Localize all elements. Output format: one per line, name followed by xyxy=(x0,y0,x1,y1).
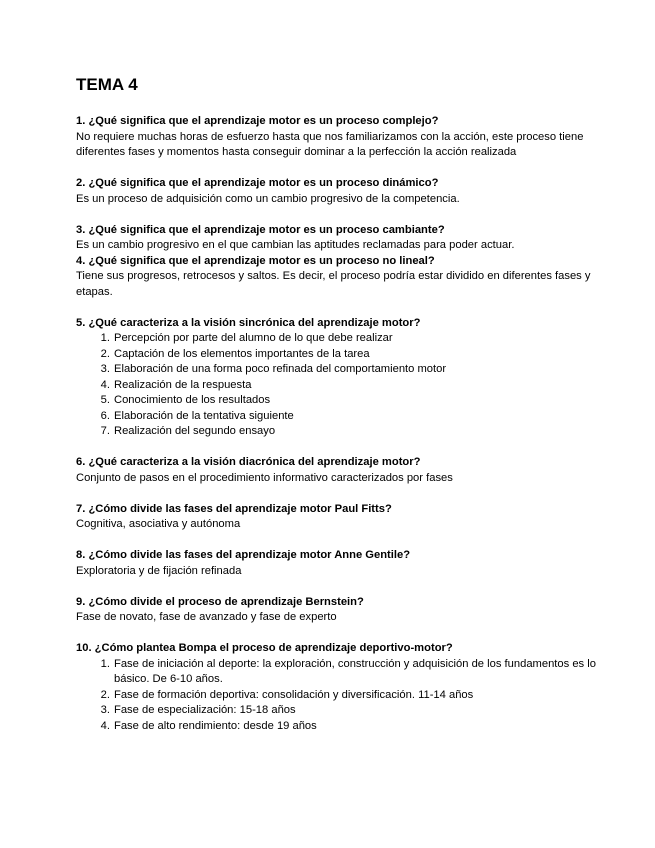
list-item: 4. Fase de alto rendimiento: desde 19 años xyxy=(100,719,317,732)
answer-4: Tiene sus progresos, retrocesos y saltos. Es decir, el proceso podría estar dividido en diferentes fases y etapas. xyxy=(76,270,591,298)
list-item: 7. Realización del segundo ensayo xyxy=(100,425,276,437)
list-item: 3. Fase de especialización: 15-18 años xyxy=(100,704,296,716)
question-8: 8. ¿Cómo divide las fases del aprendizaje motor Anne Gentile? xyxy=(76,549,411,561)
list-item: 3. Elaboración de una forma poco refinada del comportamiento motor xyxy=(100,363,447,375)
question-3: 3. ¿Qué significa que el aprendizaje motor es un proceso cambiante? xyxy=(76,223,445,236)
steps-list-10 xyxy=(76,657,596,735)
question-block-3 xyxy=(76,223,596,254)
document-page xyxy=(76,74,596,734)
question-1: 1. ¿Qué significa que el aprendizaje motor es un proceso complejo? xyxy=(76,115,439,127)
list-item: 2. Fase de formación deportiva: consolidación y diversificación. 11-14 años xyxy=(100,688,474,701)
question-10: 10. ¿Cómo plantea Bompa el proceso de aprendizaje deportivo-motor? xyxy=(76,642,453,654)
question-block-8 xyxy=(76,548,596,579)
answer-7: Cognitiva, asociativa y autónoma xyxy=(76,518,241,530)
question-block-2 xyxy=(76,176,596,207)
question-block-10 xyxy=(76,641,596,734)
question-2: 2. ¿Qué significa que el aprendizaje motor es un proceso dinámico? xyxy=(76,177,439,189)
question-6: 6. ¿Qué caracteriza a la visión diacrónica del aprendizaje motor? xyxy=(76,456,421,468)
question-9: 9. ¿Cómo divide el proceso de aprendizaje Bernstein? xyxy=(76,595,364,608)
list-item: 6. Elaboración de la tentativa siguiente xyxy=(100,409,294,422)
page-title: TEMA 4 xyxy=(76,75,138,94)
list-item: 4. Realización de la respuesta xyxy=(100,378,252,391)
question-block-5 xyxy=(76,316,596,440)
question-4: 4. ¿Qué significa que el aprendizaje motor es un proceso no lineal? xyxy=(76,254,435,267)
question-block-9 xyxy=(76,595,596,626)
question-block-6 xyxy=(76,455,596,486)
answer-6: Conjunto de pasos en el procedimiento informativo caracterizados por fases xyxy=(76,471,453,484)
question-block-4 xyxy=(76,254,596,301)
answer-1: No requiere muchas horas de esfuerzo hasta que nos familiarizamos con la acción, este proceso tiene diferentes fases y momentos hasta conseguir dominar a la perfección la acción realizada xyxy=(76,130,584,158)
list-item: 1. Percepción por parte del alumno de lo que debe realizar xyxy=(100,332,393,344)
question-block-1 xyxy=(76,114,596,161)
answer-9: Fase de novato, fase de avanzado y fase de experto xyxy=(76,611,337,623)
question-block-7 xyxy=(76,502,596,533)
list-item: 5. Conocimiento de los resultados xyxy=(100,394,271,406)
list-item: 2. Captación de los elementos importantes de la tarea xyxy=(100,347,370,360)
answer-2: Es un proceso de adquisición como un cambio progresivo de la competencia. xyxy=(76,192,460,205)
list-item: 1. Fase de iniciación al deporte: la exploración, construcción y adquisición de los fundamentos es lo básico. De 6-10 años. xyxy=(100,657,596,685)
question-7: 7. ¿Cómo divide las fases del aprendizaje motor Paul Fitts? xyxy=(76,502,392,515)
question-5: 5. ¿Qué caracteriza a la visión sincrónica del aprendizaje motor? xyxy=(76,316,421,329)
answer-8: Exploratoria y de fijación refinada xyxy=(76,564,242,577)
answer-3: Es un cambio progresivo en el que cambian las aptitudes reclamadas para poder actuar. xyxy=(76,239,515,251)
steps-list-5 xyxy=(76,331,596,440)
